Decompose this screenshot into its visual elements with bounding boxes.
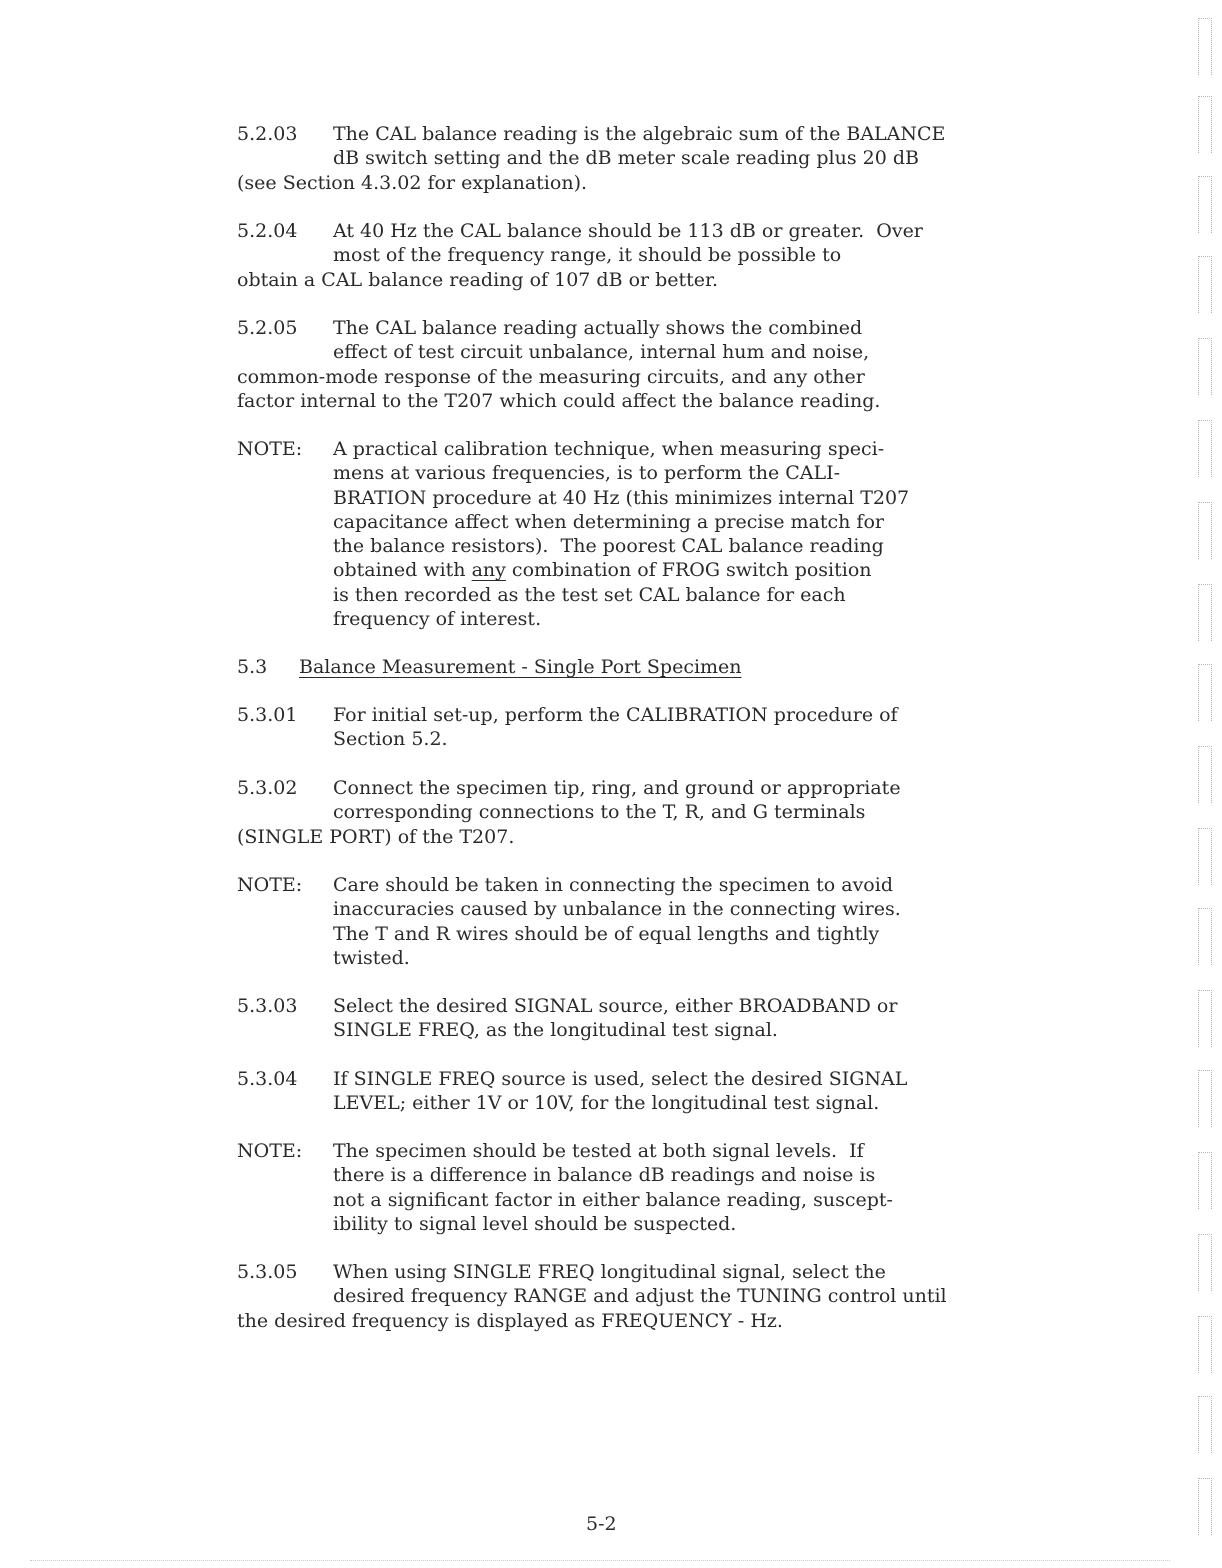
note-text: The specimen should be tested at both signal levels. If — [333, 1140, 864, 1162]
paragraph-5-3-03 — [237, 994, 1057, 1043]
paragraph-text: The CAL balance reading is the algebraic sum of the BALANCE — [333, 123, 946, 145]
paragraph-text: factor internal to the T207 which could affect the balance reading. — [237, 389, 881, 412]
paragraph-number: 5.2.03 — [237, 123, 298, 145]
note-text: is then recorded as the test set CAL balance for each — [333, 583, 846, 606]
paragraph-text: When using SINGLE FREQ longitudinal signal, select the — [333, 1261, 886, 1283]
paragraph-5-2-03 — [237, 122, 1057, 195]
paragraph-5-3-01 — [237, 703, 1057, 752]
note-text: not a significant factor in either balance reading, suscept- — [333, 1188, 893, 1211]
note-text: capacitance affect when determining a precise match for — [333, 510, 884, 533]
paragraph-number: 5.3.01 — [237, 704, 298, 726]
paragraph-text: obtain a CAL balance reading of 107 dB or better. — [237, 268, 719, 291]
paragraph-text: LEVEL; either 1V or 10V, for the longitudinal test signal. — [333, 1092, 880, 1115]
note-text: frequency of interest. — [333, 608, 542, 631]
note-text: Care should be taken in connecting the specimen to avoid — [333, 874, 893, 896]
note-label: NOTE: — [237, 874, 303, 896]
paragraph-text: (see Section 4.3.02 for explanation). — [237, 171, 588, 194]
note-text: the balance resistors). The poorest CAL balance reading — [333, 535, 884, 558]
paragraph-text: corresponding connections to the T, R, and G terminals — [333, 801, 866, 824]
paragraph-number: 5.3.05 — [237, 1261, 298, 1283]
paragraph-text: most of the frequency range, it should be possible to — [333, 244, 842, 267]
paragraph-5-3-04 — [237, 1067, 1057, 1116]
paragraph-text: the desired frequency is displayed as FREQUENCY - Hz. — [237, 1309, 783, 1332]
scan-artifact-line — [30, 1560, 1170, 1561]
note-text: twisted. — [333, 946, 410, 969]
note-text: inaccuracies caused by unbalance in the connecting wires. — [333, 898, 901, 921]
paragraph-text: The CAL balance reading actually shows the combined — [333, 317, 863, 339]
binder-edge-marks — [1192, 0, 1218, 1568]
note-text: obtained with — [333, 559, 472, 582]
paragraph-5-2-04 — [237, 219, 1057, 292]
note-connecting-wires — [237, 873, 1057, 970]
paragraph-text: At 40 Hz the CAL balance should be 113 dB or greater. Over — [333, 220, 923, 242]
note-signal-levels — [237, 1139, 1057, 1236]
note-text: BRATION procedure at 40 Hz (this minimizes internal T207 — [333, 486, 910, 509]
note-text: mens at various frequencies, is to perform the CALI- — [333, 462, 841, 485]
paragraph-text: Section 5.2. — [333, 728, 448, 751]
note-label: NOTE: — [237, 1140, 303, 1162]
paragraph-text: common-mode response of the measuring circuits, and any other — [237, 365, 865, 388]
paragraph-text: If SINGLE FREQ source is used, select the desired SIGNAL — [333, 1068, 908, 1090]
paragraph-text: desired frequency RANGE and adjust the TUNING control until — [333, 1285, 947, 1308]
paragraph-5-2-05 — [237, 316, 1057, 413]
paragraph-text: Connect the specimen tip, ring, and ground or appropriate — [333, 777, 901, 799]
note-text: The T and R wires should be of equal lengths and tightly — [333, 922, 880, 945]
paragraph-5-3-05 — [237, 1260, 1057, 1333]
paragraph-number: 5.3.03 — [237, 995, 298, 1017]
paragraph-number: 5.3.04 — [237, 1068, 298, 1090]
paragraph-number: 5.3.02 — [237, 777, 298, 799]
section-heading-5-3 — [237, 655, 1057, 679]
underlined-word: any — [471, 559, 506, 582]
paragraph-text: effect of test circuit unbalance, internal hum and noise, — [333, 341, 870, 364]
paragraph-text: Select the desired SIGNAL source, either BROADBAND or — [333, 995, 898, 1017]
note-text: A practical calibration technique, when measuring speci- — [333, 438, 885, 460]
paragraph-text: (SINGLE PORT) of the T207. — [237, 825, 515, 848]
section-number: 5.3 — [237, 656, 268, 678]
note-text: combination of FROG switch position — [505, 559, 872, 582]
note-calibration-technique — [237, 437, 1057, 631]
note-text: there is a difference in balance dB readings and noise is — [333, 1164, 876, 1187]
paragraph-text: SINGLE FREQ, as the longitudinal test signal. — [333, 1019, 778, 1042]
paragraph-text: For initial set-up, perform the CALIBRATION procedure of — [333, 704, 898, 726]
section-title: Balance Measurement - Single Port Specimen — [299, 656, 742, 678]
paragraph-number: 5.2.04 — [237, 220, 298, 242]
paragraph-number: 5.2.05 — [237, 317, 298, 339]
note-text: ibility to signal level should be suspected. — [333, 1212, 737, 1235]
note-label: NOTE: — [237, 438, 303, 460]
paragraph-text: dB switch setting and the dB meter scale reading plus 20 dB — [333, 147, 919, 170]
paragraph-5-3-02 — [237, 776, 1057, 849]
page-number: 5-2 — [586, 1513, 617, 1535]
